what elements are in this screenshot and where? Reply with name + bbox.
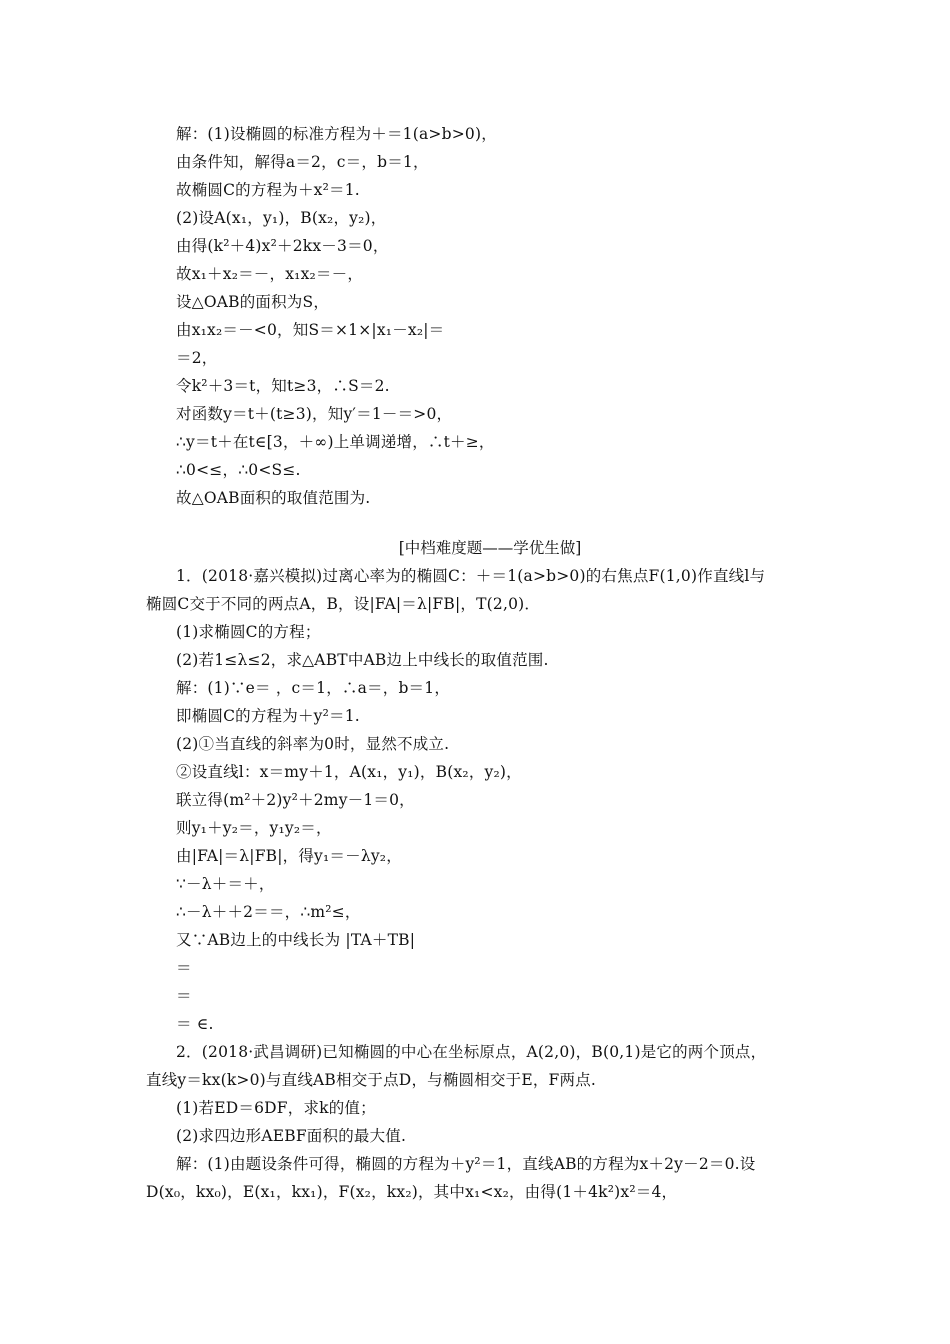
solution2-line-2: 即椭圆C的方程为＋y²＝1. — [176, 707, 360, 725]
solution2-line-9: ∴－λ＋＋2＝＝，∴m²≤， — [176, 903, 361, 921]
problem2-question-2: (2)求四边形AEBF面积的最大值. — [176, 1127, 407, 1145]
solution1-line-14: 故△OAB面积的取值范围为. — [176, 489, 371, 507]
solution1-line-8: 由x₁x₂＝－<0，知S＝×1×|x₁－x₂|＝ — [176, 321, 445, 339]
problem2-question-1: (1)若ED＝6DF，求k的值； — [176, 1099, 376, 1117]
problem2-solution-line-2: D(x₀，kx₀)，E(x₁，kx₁)，F(x₂，kx₂)，其中x₁<x₂，由得(1＋4k²)x²＝4， — [146, 1183, 678, 1201]
problem1-line-1: 1．(2018·嘉兴模拟)过离心率为的椭圆C：＋＝1(a>b>0)的右焦点F(1,0)作直线l与 — [176, 567, 766, 585]
solution2-line-1: 解：(1)∵e＝ ，c＝1，∴a＝，b＝1， — [176, 679, 451, 697]
solution2-line-7: 由|FA|＝λ|FB|，得y₁＝－λy₂， — [176, 847, 402, 865]
solution1-line-4: (2)设A(x₁，y₁)，B(x₂，y₂)， — [176, 209, 387, 227]
solution2-line-6: 则y₁＋y₂＝，y₁y₂＝， — [176, 819, 332, 837]
solution1-line-13: ∴0<≤，∴0<S≤. — [176, 461, 301, 479]
problem2-line-1: 2．(2018·武昌调研)已知椭圆的中心在坐标原点，A(2,0)，B(0,1)是它的两个顶点， — [176, 1043, 767, 1061]
solution2-line-12: ＝ — [176, 987, 192, 1005]
solution2-line-11: ＝ — [176, 959, 192, 977]
solution2-line-3: (2)①当直线的斜率为0时，显然不成立. — [176, 735, 450, 753]
solution1-line-3: 故椭圆C的方程为＋x²＝1. — [176, 181, 360, 199]
solution2-line-10: 又∵AB边上的中线长为 |TA＋TB| — [176, 931, 416, 949]
solution1-line-10: 令k²＋3＝t，知t≥3，∴S＝2. — [176, 377, 390, 395]
problem1-line-2: 椭圆C交于不同的两点A，B，设|FA|＝λ|FB|，T(2,0)． — [146, 595, 541, 613]
solution1-line-7: 设△OAB的面积为S， — [176, 293, 330, 311]
solution1-line-5: 由得(k²＋4)x²＋2kx－3＝0， — [176, 237, 389, 255]
problem2-line-2: 直线y＝kx(k>0)与直线AB相交于点D，与椭圆相交于E，F两点. — [146, 1071, 597, 1089]
solution2-line-13: ＝ ∈. — [176, 1015, 214, 1033]
solution1-line-6: 故x₁＋x₂＝－，x₁x₂＝－， — [176, 265, 364, 283]
problem1-question-2: (2)若1≤λ≤2，求△ABT中AB边上中线长的取值范围. — [176, 651, 549, 669]
section-title: [中档难度题——学优生做] — [398, 539, 582, 557]
solution2-line-8: ∵－λ＋＝＋， — [176, 875, 275, 893]
solution1-line-1: 解：(1)设椭圆的标准方程为＋＝1(a>b>0)， — [176, 125, 497, 143]
problem2-solution-line-1: 解：(1)由题设条件可得，椭圆的方程为＋y²＝1，直线AB的方程为x＋2y－2＝0.设 — [176, 1155, 756, 1173]
solution1-line-9: ＝2， — [176, 349, 218, 367]
solution2-line-5: 联立得(m²＋2)y²＋2my－1＝0， — [176, 791, 415, 809]
solution1-line-12: ∴y＝t＋在t∈[3，＋∞)上单调递增，∴t＋≥， — [176, 433, 495, 451]
problem1-question-1: (1)求椭圆C的方程； — [176, 623, 321, 641]
solution1-line-11: 对函数y＝t＋(t≥3)，知y′＝1－＝>0， — [176, 405, 453, 423]
solution1-line-2: 由条件知，解得a＝2，c＝，b＝1， — [176, 153, 429, 171]
solution2-line-4: ②设直线l：x＝my＋1，A(x₁，y₁)，B(x₂，y₂)， — [176, 763, 522, 781]
